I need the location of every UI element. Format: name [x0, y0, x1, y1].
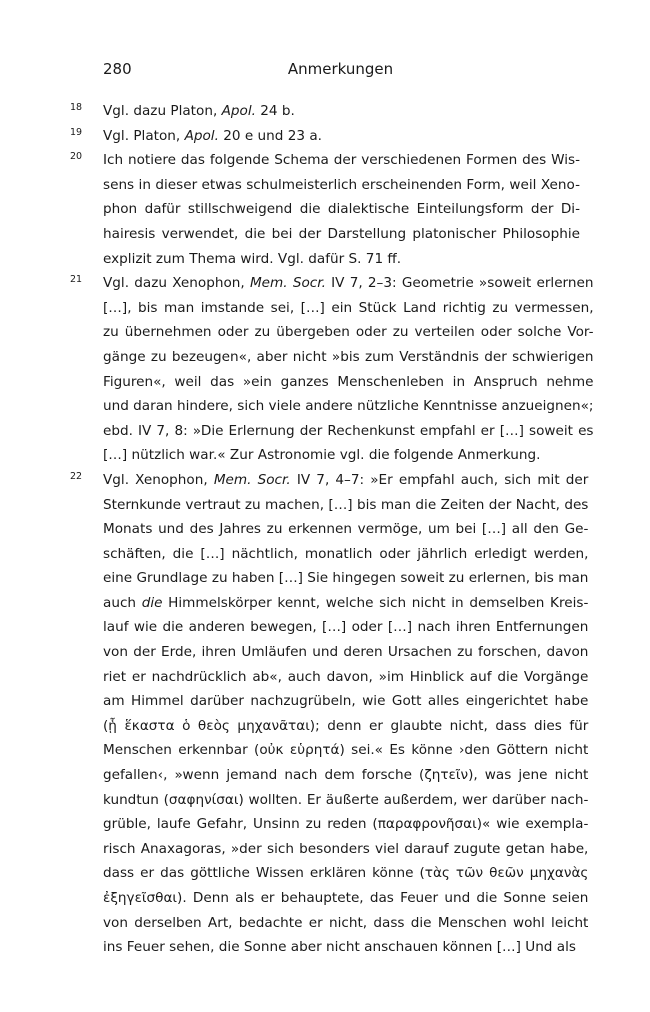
footnote-text	[103, 271, 594, 468]
text-line: Menschen erkennbar (οὐκ εὑρητά) sei.« Es könne ›den Göttern nicht	[103, 742, 589, 759]
page-header	[103, 60, 578, 84]
text-line: und daran hindere, sich viele andere nützliche Kenntnisse anzueignen«;	[103, 398, 594, 415]
text-line: sens in dieser etwas schulmeisterlich erscheinenden Form, weil Xeno-	[103, 176, 580, 193]
text-line: von derselben Art, bedachte er nicht, dass die Menschen wohl leicht	[103, 914, 589, 931]
footnote-20	[70, 148, 580, 271]
text-line: Vgl. Platon, Apol. 20 e und 23 a.	[103, 127, 322, 144]
footnote-text	[103, 124, 580, 149]
text-line: grüble, laufe Gefahr, Unsinn zu reden (παραφρονῆσαι)« wie exempla-	[103, 816, 589, 833]
text-line: Vgl. dazu Xenophon, Mem. Socr. IV 7, 2–3: Geometrie »soweit erlernen	[103, 275, 594, 292]
text-line: explizit zum Thema wird. Vgl. dafür S. 71 ff.	[103, 250, 402, 267]
text-line: ins Feuer sehen, die Sonne aber nicht anschauen können […] Und als	[103, 939, 576, 956]
footnote-number: 20	[70, 151, 83, 163]
text-line: am Himmel darüber nachzugrübeln, wie Gott alles eingerichtet habe	[103, 693, 589, 710]
text-line: Sternkunde vertraut zu machen, […] bis man die Zeiten der Nacht, des	[103, 496, 589, 513]
text-line: dass er das göttliche Wissen erklären könne (τὰς τῶν θεῶν μηχανὰς	[103, 865, 589, 882]
text-line: gefallen‹, »wenn jemand nach dem forsche (ζητεῖν), was jene nicht	[103, 767, 589, 784]
text-line: schäften, die […] nächtlich, monatlich oder jährlich erledigt werden,	[103, 545, 589, 562]
text-line: eine Grundlage zu haben […] Sie hingegen soweit zu erlernen, bis man	[103, 570, 589, 587]
page-number: 280	[103, 60, 132, 78]
footnotes-list	[70, 99, 594, 960]
text-line: hairesis verwendet, die bei der Darstellung platonischer Philosophie	[103, 225, 580, 242]
footnote-number: 19	[70, 126, 83, 138]
text-line: […] nützlich war.« Zur Astronomie vgl. die folgende Anmerkung.	[103, 447, 541, 464]
footnote-22	[70, 468, 589, 960]
text-line: kundtun (σαφηνίσαι) wollten. Er äußerte außerdem, wer darüber nach-	[103, 791, 589, 808]
text-line: auch die Himmelskörper kennt, welche sich nicht in demselben Kreis-	[103, 594, 589, 611]
text-line: […], bis man imstande sei, […] ein Stück Land richtig zu vermessen,	[103, 299, 594, 316]
footnote-number: 21	[70, 274, 83, 286]
footnote-number: 22	[70, 470, 83, 482]
footnote-number: 18	[70, 102, 83, 113]
text-line: (ᾗ ἕκαστα ὁ θεὸς μηχανᾶται); denn er glaubte nicht, dass dies für	[103, 717, 589, 734]
footnote-text	[103, 468, 588, 960]
text-line: ebd. IV 7, 8: »Die Erlernung der Rechenkunst empfahl er […] soweit es	[103, 422, 594, 439]
text-line: Vgl. Xenophon, Mem. Socr. IV 7, 4–7: »Er empfahl auch, sich mit der	[103, 471, 589, 488]
text-line: Figuren«, weil das »ein ganzes Menschenleben in Anspruch nehme	[103, 373, 594, 390]
footnote-text	[103, 148, 580, 271]
text-line: ἐξηγεῖσθαι). Denn als er behauptete, das Feuer und die Sonne seien	[103, 890, 589, 906]
footnote-19	[70, 124, 580, 149]
running-title: Anmerkungen	[287, 60, 394, 78]
text-line: risch Anaxagoras, »der sich besonders viel darauf zugute getan habe,	[103, 840, 589, 857]
text-line: riet er nachdrücklich ab«, auch davon, »im Hinblick auf die Vorgänge	[103, 668, 589, 685]
text-line: gänge zu bezeugen«, aber nicht »bis zum Verständnis der schwierigen	[103, 348, 594, 365]
text-line: Monats und des Jahres zu erkennen vermöge, um bei […] all den Ge-	[103, 521, 589, 538]
text-line: lauf wie die anderen bewegen, […] oder […] nach ihren Entfernungen	[103, 619, 589, 636]
footnote-21	[70, 271, 594, 468]
text-line: Vgl. dazu Platon, Apol. 24 b.	[103, 103, 295, 119]
text-line: von der Erde, ihren Umläufen und deren Ursachen zu forschen, davon	[103, 644, 589, 661]
footnote-text	[103, 99, 580, 124]
text-line: Ich notiere das folgende Schema der verschiedenen Formen des Wis-	[103, 152, 580, 169]
footnote-18	[70, 99, 580, 124]
text-line: zu übernehmen oder zu übergeben oder zu verteilen oder solche Vor-	[103, 324, 594, 341]
text-line: phon dafür stillschweigend die dialektische Einteilungsform der Di-	[103, 201, 580, 218]
